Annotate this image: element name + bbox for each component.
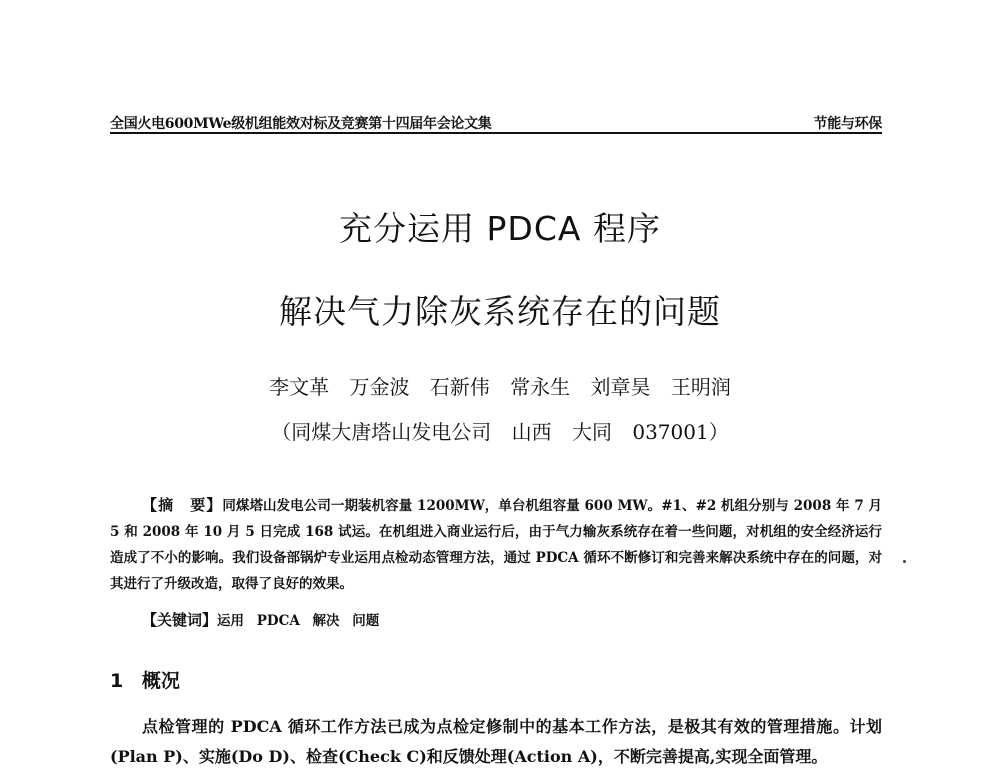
running-header-left: 全国火电600MWe级机组能效对标及竞赛第十四届年会论文集 bbox=[110, 116, 492, 132]
author-list: 李文革 万金波 石新伟 常永生 刘章昊 王明润 bbox=[269, 375, 731, 399]
abstract-label: 【摘 要】 bbox=[142, 496, 223, 514]
section-paragraph: 点检管理的 PDCA 循环工作方法已成为点检定修制中的基本工作方法，是极其有效的管理措施。计划(Plan P)、实施(Do D)、检查(Check C)和反馈处理(Action A)，不断完善提高,实现全面管理。 bbox=[110, 717, 882, 766]
keywords-label: 【关键词】 bbox=[142, 611, 218, 629]
paper-title-line-1: 充分运用 PDCA 程序 bbox=[339, 209, 661, 248]
running-header-right: 节能与环保 bbox=[813, 116, 882, 132]
keywords-text: 运用 PDCA 解决 问题 bbox=[217, 613, 380, 629]
section-heading: 1 概况 bbox=[110, 670, 180, 692]
running-header bbox=[110, 110, 882, 134]
affiliation: （同煤大唐塔山发电公司 山西 大同 037001） bbox=[271, 420, 729, 444]
abstract-text: 同煤塔山发电公司一期装机容量 1200MW，单台机组容量 600 MW。#1、#2 机组分别与 2008 年 7 月 5 和 2008 年 10 月 5 日完成 168 试运。在机组进入商业运行后，由于气力输灰系统存在着一些问题，对机组的安全经济运行造成了不小的影响。我们设备部锅炉专业运用点检动态管理方法，通过 PDCA 循环不断修订和完善来解决系统中存在的问题，对其进行了升级改造，取得了良好的效果。 bbox=[110, 498, 882, 592]
keywords bbox=[142, 609, 379, 630]
scan-speck bbox=[903, 560, 906, 563]
abstract bbox=[110, 492, 882, 597]
paper-title-line-2: 解决气力除灰系统存在的问题 bbox=[279, 292, 721, 331]
